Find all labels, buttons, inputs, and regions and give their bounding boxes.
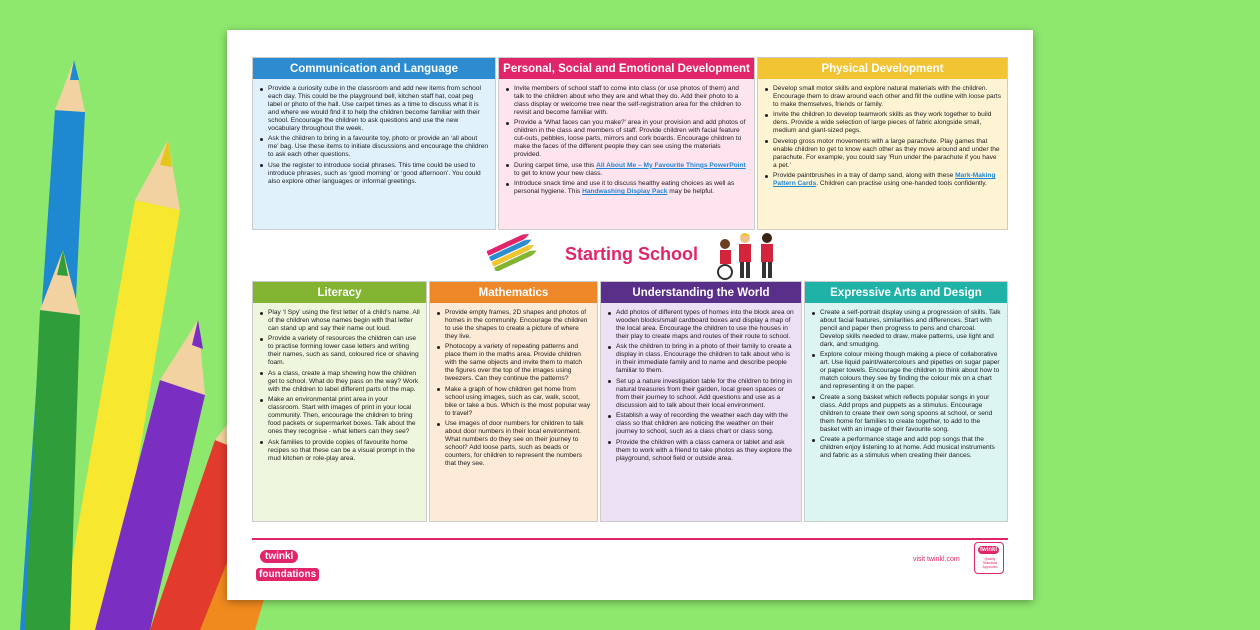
section-utw bbox=[600, 281, 802, 522]
section-math bbox=[429, 281, 598, 522]
section-ead bbox=[804, 281, 1008, 522]
item-text: Explore colour mixing though making a piece of collaborative art. Use liquid paint/watercolours and pipettes on sugar paper or paper towels. Encourage the children to think about how to match colours they see by finding the colour mix on a chart and representing it on the paper. bbox=[820, 351, 1000, 391]
badge-logo: twinkl bbox=[980, 547, 998, 553]
section-body bbox=[253, 79, 495, 229]
bullet-list bbox=[607, 309, 795, 463]
item-text: Invite the children to develop teamwork skills as they work together to build dens. Provide a wide selection of large pieces of fabric alongside small, medium and giant-sized pegs. bbox=[773, 111, 992, 135]
item-text: to get to know your new class. bbox=[514, 169, 603, 177]
children-icon bbox=[715, 230, 783, 282]
list-item bbox=[436, 386, 591, 418]
item-text: Develop small motor skills and explore natural materials with the children. Encourage them to draw around each other and fill the outline with loose parts to make themselves, friends or family. bbox=[773, 85, 1001, 108]
logo-subtitle: foundations bbox=[256, 568, 319, 581]
list-item bbox=[436, 343, 591, 383]
list-item bbox=[811, 351, 1001, 391]
section-body bbox=[805, 303, 1007, 521]
section-body bbox=[253, 303, 426, 521]
item-text: Add photos of different types of homes into the block area on wooden blocks/small cardboard boxes and display a map of the local area. Encourage the children to use the houses in their play to create maps and routes of their route to school. bbox=[616, 309, 794, 340]
section-body bbox=[499, 79, 754, 229]
list-item bbox=[259, 85, 489, 133]
crayons-icon bbox=[485, 233, 537, 271]
section-body bbox=[758, 79, 1007, 229]
bullet-list bbox=[505, 85, 748, 196]
section-lit bbox=[252, 281, 427, 522]
list-item bbox=[607, 343, 795, 375]
list-item bbox=[764, 85, 1001, 109]
list-item bbox=[505, 119, 748, 159]
item-text: Provide a variety of resources the children can use to practise forming lower case letters and writing their names, such as sand, coloured rice or shaving foam. bbox=[268, 335, 419, 367]
top-sections bbox=[252, 57, 1008, 230]
item-text: Establish a way of recording the weather each day with the class so that children are noticing the weather on their journey to school, such as a class chart or class song. bbox=[616, 412, 788, 436]
item-text: Play ‘I Spy’ using the first letter of a child’s name. All of the children whose names begin with that letter can stand up and say their name out loud. bbox=[268, 309, 420, 332]
list-item bbox=[259, 370, 420, 394]
section-header: Literacy bbox=[253, 282, 426, 303]
list-item bbox=[607, 309, 795, 341]
item-text: Provide a curiosity cube in the classroom and add new items from school each day. This could be the playground bell, kitchen staff hat, coat peg label or photo of the hall. Use carpet times as a time to discuss what it is and where we would find it to help the children become familiar with their school. Encourage the children to ask questions and use the new vocabulary throughout the week. bbox=[268, 85, 481, 132]
item-text: Set up a nature investigation table for the children to bring in natural treasures from their garden, local green spaces or from their journey to school. Add questions and use as a discussion aid to talk about their local environment. bbox=[616, 377, 792, 409]
section-body bbox=[430, 303, 597, 521]
list-item bbox=[259, 335, 420, 367]
item-text: Photocopy a variety of repeating patterns and place them in the maths area. Provide children with the same objects and invite them to match the figures over the top of the images using tweezers. Can they continue the patterns? bbox=[445, 343, 583, 383]
page-title: Starting School bbox=[565, 244, 699, 264]
list-item bbox=[505, 180, 748, 196]
logo-text: twinkl bbox=[260, 550, 298, 563]
item-text: Create a performance stage and add pop songs that the children enjoy listening to at home. Add musical instruments and fabric as a stimulus when creating their dances. bbox=[820, 436, 995, 460]
list-item bbox=[764, 172, 1001, 188]
item-text: Provide empty frames, 2D shapes and photos of homes in the community. Encourage the children to use the shapes to create a picture of where they live. bbox=[445, 309, 588, 340]
item-text: Provide a ‘What faces can you make?’ area in your provision and add photos of children in the class and members of staff. Provide children with facial feature cut-outs, pebbles, loose parts, mirrors and cork boards. Encourage children to make the faces of the different people they can see using the materials provided. bbox=[514, 119, 746, 159]
item-text: Provide the children with a class camera or tablet and ask them to work with a friend to take photos as they explore the playground, school field or outside area. bbox=[616, 438, 792, 462]
list-item bbox=[607, 439, 795, 463]
item-text: Introduce snack time and use it to discuss healthy eating choices as well as personal hygiene. This bbox=[514, 180, 735, 196]
item-text: Create a self-portrait display using a progression of skills. Talk about facial features, similarities and differences. Start with pencil and paper then progress to pens and charcoal. Develop skills needed to draw, make patterns, use light and dark, and smudging. bbox=[820, 309, 1001, 348]
list-item bbox=[505, 162, 748, 178]
bullet-list bbox=[436, 309, 591, 468]
list-item bbox=[259, 135, 489, 159]
section-header: Mathematics bbox=[430, 282, 597, 303]
bullet-list bbox=[259, 85, 489, 186]
badge-subtitle: Quality Standard Approved bbox=[982, 557, 998, 569]
footer-divider bbox=[252, 538, 1008, 540]
list-item bbox=[764, 138, 1001, 170]
list-item bbox=[259, 309, 420, 333]
bullet-list bbox=[811, 309, 1001, 460]
document-page bbox=[227, 30, 1033, 600]
list-item bbox=[811, 309, 1001, 349]
resource-link[interactable]: Mark-Making Pattern Cards bbox=[773, 172, 996, 188]
bottom-sections bbox=[252, 281, 1008, 522]
list-item bbox=[764, 111, 1001, 135]
section-header: Communication and Language bbox=[253, 58, 495, 79]
quality-badge bbox=[974, 542, 1004, 574]
resource-link[interactable]: All About Me – My Favourite Things PowerPoint bbox=[596, 161, 746, 169]
section-comm bbox=[252, 57, 496, 230]
item-text: Provide paintbrushes in a tray of damp sand, along with these bbox=[773, 172, 956, 180]
list-item bbox=[607, 412, 795, 436]
list-item bbox=[811, 394, 1001, 434]
section-header: Personal, Social and Emotional Development bbox=[499, 58, 754, 79]
item-text: may be helpful. bbox=[667, 188, 715, 196]
item-text: Invite members of school staff to come into class (or use photos of them) and talk to the children about who they are and what they do. Add their photo to a class display or welcome tree near the self-registration area for the children to revisit and become familiar with. bbox=[514, 85, 741, 116]
list-item bbox=[811, 436, 1001, 460]
section-body bbox=[601, 303, 801, 521]
section-phys bbox=[757, 57, 1008, 230]
list-item bbox=[436, 309, 591, 341]
twinkl-logo[interactable] bbox=[252, 546, 332, 586]
section-header: Physical Development bbox=[758, 58, 1007, 79]
visit-link[interactable]: visit twinkl.com bbox=[913, 556, 960, 563]
resource-link[interactable]: Handwashing Display Pack bbox=[582, 188, 668, 196]
bullet-list bbox=[764, 85, 1001, 188]
item-text: During carpet time, use this bbox=[514, 161, 597, 169]
list-item bbox=[505, 85, 748, 117]
item-text: Use the register to introduce social phrases. This time could be used to introduce phrases, such as ‘good morning’ or ‘good afternoon’. You could also explore other languages or informal greetings. bbox=[268, 161, 481, 185]
list-item bbox=[259, 162, 489, 186]
item-text: Develop gross motor movements with a large parachute. Play games that enable children to get to know each other as they move around and under the parachute. For example, you could say ‘Run under the parachute if you have a pet.’ bbox=[773, 137, 1000, 169]
list-item bbox=[259, 439, 420, 463]
section-header: Expressive Arts and Design bbox=[805, 282, 1007, 303]
item-text: Use images of door numbers for children to talk about door numbers in their local environment. What numbers do they see on their journey to school? Add loose parts, such as beads or counters, for children to represent the numbers that they see. bbox=[445, 420, 584, 468]
item-text: Make a graph of how children get home from school using images, such as car, walk, scoot, bike or take a bus. Which is the most popular way to travel? bbox=[445, 385, 591, 417]
bullet-list bbox=[259, 309, 420, 463]
item-text: . Children can practise using one-handed tools confidently. bbox=[816, 180, 987, 188]
item-text: Create a song basket which reflects popular songs in your class. Add props and puppets as a stimulus. Encourage children to create their own song spoons at school, or send them home for families to create together, to add to the basket with an image of their favourite song. bbox=[820, 393, 993, 433]
section-header: Understanding the World bbox=[601, 282, 801, 303]
list-item bbox=[607, 378, 795, 410]
list-item bbox=[259, 396, 420, 436]
item-text: Ask the children to bring in a favourite toy, photo or provide an ‘all about me’ bag. Use these items to initiate discussions and encourage the children to ask each other questions. bbox=[268, 135, 489, 159]
item-text: Make an environmental print area in your classroom. Start with images of print in your local community. Then, encourage the children to bring food packets or supermarket boxes. Talk about the ones they recognise - what letters can they see? bbox=[268, 396, 416, 436]
item-text: Ask the children to bring in a photo of their family to create a display in class. Encourage the children to talk about who is in their immediate family and to name and describe people familiar to them. bbox=[616, 343, 792, 375]
list-item bbox=[436, 420, 591, 468]
item-text: As a class, create a map showing how the children get to school. What do they pass on the way? Work with the children to label different parts of the map. bbox=[268, 369, 419, 393]
section-pse bbox=[498, 57, 755, 230]
item-text: Ask families to provide copies of favourite home recipes so that these can be a visual prompt in the mud kitchen or role-play area. bbox=[268, 438, 415, 462]
